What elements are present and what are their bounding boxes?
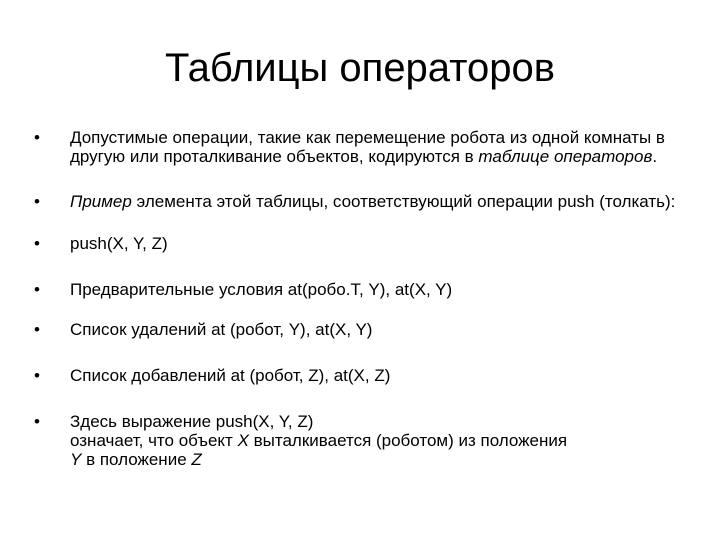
- bullet-line: [70, 431, 684, 450]
- bullet-text-part: .: [652, 147, 658, 166]
- bullet-icon: •: [34, 320, 40, 339]
- bullet-icon: •: [34, 280, 40, 299]
- bullet-item-add-list: [34, 366, 684, 385]
- bullet-item-preconditions: [34, 280, 684, 299]
- bullet-text-part: означает, что объект: [70, 431, 238, 450]
- bullet-icon: •: [34, 234, 40, 253]
- bullet-line: [70, 450, 684, 469]
- bullet-text-emphasis: Пример: [70, 192, 132, 211]
- bullet-text: [70, 192, 684, 211]
- bullet-text-part: выталкивается (роботом) из положения: [248, 431, 568, 450]
- bullet-icon: •: [34, 366, 40, 385]
- bullet-text: Список удалений at (робот, Y), at(X, Y): [70, 320, 373, 339]
- bullet-item-push: [34, 234, 684, 253]
- bullet-icon: •: [34, 412, 40, 431]
- bullet-text-part: элемента этой таблицы, соответствующий операции push (толкать):: [131, 192, 676, 211]
- bullet-text-part: Допустимые операции, такие как перемещение робота из одной комнаты в другую или проталкивание объектов, кодируются в: [70, 128, 665, 166]
- bullet-text-emphasis: Z: [191, 450, 202, 469]
- bullet-icon: •: [34, 128, 40, 147]
- bullet-text-emphasis: X: [237, 431, 249, 450]
- bullet-text-part: в положение: [81, 450, 192, 469]
- bullet-item-example: [34, 192, 684, 211]
- bullet-line: Здесь выражение push(X, Y, Z): [70, 412, 314, 431]
- bullet-item-explanation: [34, 412, 684, 469]
- bullet-text: [70, 412, 684, 469]
- bullet-text: Предварительные условия at(робо.Т, Y), at(X, Y): [70, 280, 453, 299]
- slide-title: Таблицы операторов: [164, 46, 556, 90]
- bullet-item-delete-list: [34, 320, 684, 339]
- bullet-text: Список добавлений at (робот, Z), at(X, Z): [70, 366, 391, 385]
- bullet-item-operations: [34, 128, 684, 166]
- bullet-text: push(X, Y, Z): [70, 234, 168, 253]
- bullet-text-emphasis: Y: [70, 450, 82, 469]
- bullet-text-emphasis: таблице операторов: [478, 147, 653, 166]
- bullet-text: [70, 128, 684, 166]
- bullet-icon: •: [34, 192, 40, 211]
